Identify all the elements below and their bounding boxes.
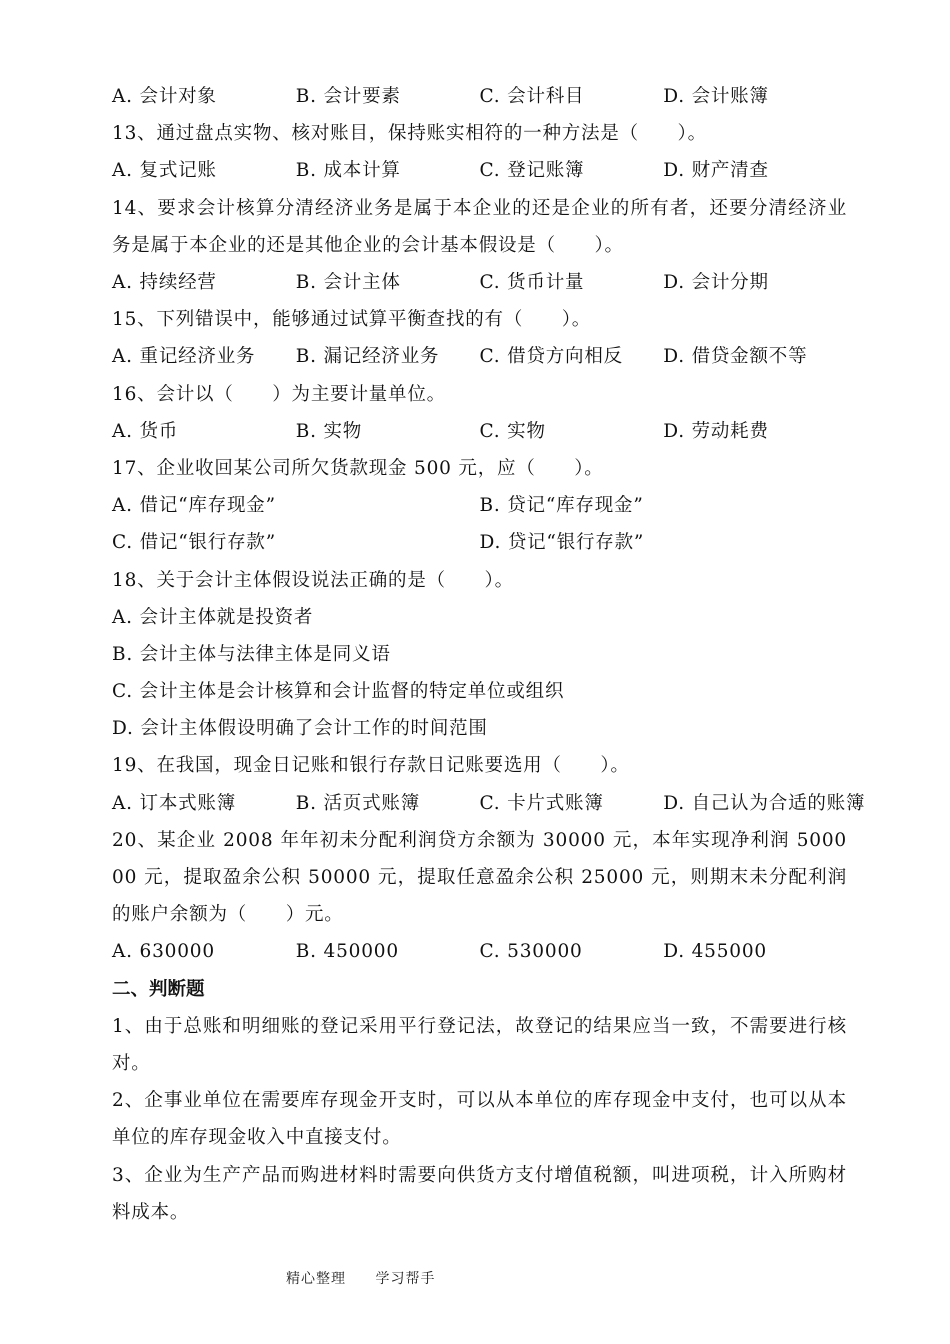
option-b: B. 成本计算 (295, 160, 401, 182)
option-d: D. 财产清查 (663, 160, 769, 182)
option-b: B. 活页式账簿 (295, 792, 421, 814)
option-b: B. 会计要素 (295, 86, 401, 107)
q17-options-row2 (112, 524, 847, 561)
question-17: 17、企业收回某公司所欠货款现金 500 元，应（ ）。 (112, 457, 604, 479)
option-a: A. 订本式账簿 (112, 792, 237, 814)
option-a: A. 重记经济业务 (112, 346, 256, 368)
q14-options (112, 264, 847, 301)
option-b: B. 实物 (295, 420, 363, 442)
question-16: 16、会计以（ ）为主要计量单位。 (112, 383, 446, 405)
footer-text-1: 精心整理 (286, 1271, 346, 1287)
option-a: A. 持续经营 (112, 271, 217, 293)
question-18: 18、关于会计主体假设说法正确的是（ ）。 (112, 569, 514, 591)
q12-options (112, 78, 847, 115)
judge-item-2: 2、企事业单位在需要库存现金开支时，可以从本单位的库存现金中支付，也可以从本单位的库存现金收入中直接支付。 (112, 1090, 847, 1149)
option-a: A. 复式记账 (112, 160, 217, 182)
option-d: D. 贷记“银行存款” (479, 532, 645, 554)
judge-item-1: 1、由于总账和明细账的登记采用平行登记法，故登记的结果应当一致，不需要进行核对。 (112, 1015, 847, 1075)
option-d: D. 自己认为合适的账簿 (663, 792, 866, 814)
option-c: C. 登记账簿 (479, 160, 585, 182)
page-footer (286, 1268, 435, 1288)
footer-text-2: 学习帮手 (375, 1271, 436, 1287)
option-a: A. 630000 (112, 941, 215, 963)
option-b: B. 会计主体 (295, 271, 401, 293)
q20-options (112, 933, 847, 970)
option-a: A. 会计对象 (112, 86, 217, 107)
option-c: C. 借贷方向相反 (479, 346, 623, 368)
q19-options (112, 785, 866, 822)
option-d: D. 劳动耗费 (663, 420, 769, 442)
option-a: A. 会计主体就是投资者 (112, 606, 314, 628)
option-c: C. 会计科目 (479, 86, 585, 107)
option-d: D. 455000 (663, 941, 768, 963)
option-b: B. 漏记经济业务 (295, 346, 440, 368)
option-b: B. 450000 (295, 941, 399, 963)
question-19: 19、在我国，现金日记账和银行存款日记账要选用（ ）。 (112, 755, 630, 777)
option-d: D. 会计账簿 (663, 86, 769, 107)
option-c: C. 会计主体是会计核算和会计监督的特定单位或组织 (112, 681, 565, 703)
option-a: A. 借记“库存现金” (112, 495, 276, 517)
q13-options (112, 152, 847, 189)
question-14: 14、要求会计核算分清经济业务是属于本企业的还是企业的所有者，还要分清经济业务是属于本企业的还是其他企业的会计基本假设是（ ）。 (112, 197, 847, 256)
question-15: 15、下列错误中，能够通过试算平衡查找的有（ ）。 (112, 309, 592, 331)
option-d: D. 会计分期 (663, 271, 769, 293)
option-d: D. 会计主体假设明确了会计工作的时间范围 (112, 718, 488, 740)
option-c: C. 530000 (479, 941, 583, 963)
q15-options (112, 338, 847, 375)
question-13: 13、通过盘点实物、核对账目，保持账实相符的一种方法是（ ）。 (112, 123, 707, 145)
option-c: C. 实物 (479, 420, 546, 442)
option-c: C. 货币计量 (479, 271, 585, 293)
option-b: B. 贷记“库存现金” (479, 495, 644, 517)
q17-options-row1 (112, 487, 847, 524)
option-c: C. 借记“银行存款” (112, 532, 276, 554)
option-d: D. 借贷金额不等 (663, 346, 808, 368)
section-heading-judgment: 二、判断题 (112, 978, 205, 1000)
option-b: B. 会计主体与法律主体是同义语 (112, 643, 391, 665)
option-a: A. 货币 (112, 420, 179, 442)
judge-item-3: 3、企业为生产产品而购进材料时需要向供货方支付增值税额，叫进项税，计入所购材料成本。 (112, 1164, 847, 1223)
option-c: C. 卡片式账簿 (479, 792, 604, 814)
question-20: 20、某企业 2008 年年初未分配利润贷方余额为 30000 元，本年实现净利润 500000 元，提取盈余公积 50000 元，提取任意盈余公积 25000 元，则期末未分配利润的账户余额为（ ）元。 (112, 829, 847, 926)
q16-options (112, 413, 847, 450)
document-page (112, 78, 866, 1231)
